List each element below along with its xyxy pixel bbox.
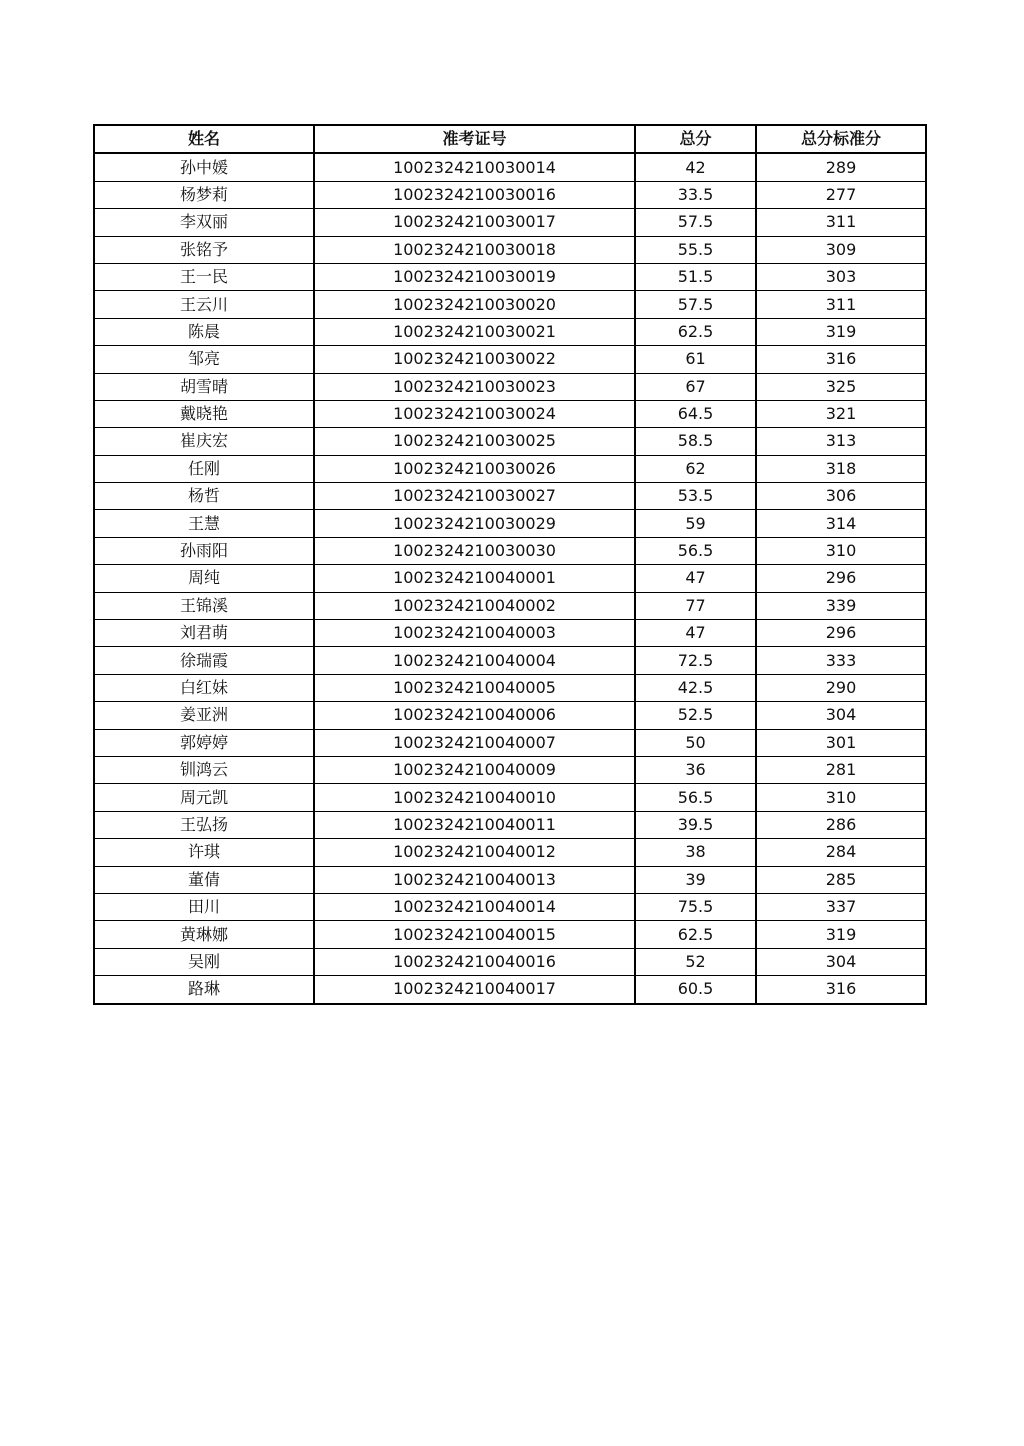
cell-total-score: 39.5 [635,811,756,838]
cell-exam-id: 1002324210030024 [314,400,635,427]
cell-total-score: 72.5 [635,647,756,674]
cell-total-score: 56.5 [635,537,756,564]
table-row [94,756,926,783]
cell-total-score: 36 [635,756,756,783]
cell-name: 王锦溪 [94,592,314,619]
table-row [94,921,926,948]
cell-standard-score: 311 [756,209,926,236]
cell-total-score: 57.5 [635,291,756,318]
cell-name: 邹亮 [94,346,314,373]
cell-exam-id: 1002324210040001 [314,565,635,592]
table-row [94,318,926,345]
cell-name: 田川 [94,893,314,920]
cell-name: 黄琳娜 [94,921,314,948]
cell-standard-score: 321 [756,400,926,427]
cell-exam-id: 1002324210030018 [314,236,635,263]
cell-name: 许琪 [94,839,314,866]
header-total-score: 总分 [635,125,756,153]
cell-total-score: 61 [635,346,756,373]
cell-total-score: 62.5 [635,318,756,345]
cell-total-score: 38 [635,839,756,866]
cell-name: 杨哲 [94,483,314,510]
cell-exam-id: 1002324210040003 [314,620,635,647]
cell-exam-id: 1002324210030021 [314,318,635,345]
cell-standard-score: 301 [756,729,926,756]
cell-total-score: 53.5 [635,483,756,510]
cell-total-score: 58.5 [635,428,756,455]
cell-standard-score: 316 [756,346,926,373]
cell-standard-score: 314 [756,510,926,537]
cell-exam-id: 1002324210040004 [314,647,635,674]
cell-standard-score: 285 [756,866,926,893]
cell-name: 李双丽 [94,209,314,236]
table-row [94,400,926,427]
cell-standard-score: 310 [756,784,926,811]
cell-total-score: 77 [635,592,756,619]
cell-name: 胡雪晴 [94,373,314,400]
table-row [94,153,926,181]
cell-total-score: 59 [635,510,756,537]
cell-standard-score: 319 [756,921,926,948]
table-row [94,866,926,893]
table-row [94,702,926,729]
cell-standard-score: 303 [756,263,926,290]
cell-exam-id: 1002324210030025 [314,428,635,455]
cell-total-score: 39 [635,866,756,893]
cell-exam-id: 1002324210040007 [314,729,635,756]
cell-total-score: 55.5 [635,236,756,263]
cell-name: 路琳 [94,976,314,1004]
cell-standard-score: 319 [756,318,926,345]
cell-standard-score: 277 [756,181,926,208]
cell-exam-id: 1002324210040011 [314,811,635,838]
cell-name: 周元凯 [94,784,314,811]
cell-exam-id: 1002324210030019 [314,263,635,290]
cell-exam-id: 1002324210040010 [314,784,635,811]
cell-total-score: 51.5 [635,263,756,290]
cell-standard-score: 306 [756,483,926,510]
table-row [94,674,926,701]
table-row [94,647,926,674]
cell-total-score: 75.5 [635,893,756,920]
header-standard-score: 总分标准分 [756,125,926,153]
cell-total-score: 42.5 [635,674,756,701]
table-row [94,236,926,263]
cell-name: 崔庆宏 [94,428,314,455]
table-row [94,893,926,920]
cell-name: 任刚 [94,455,314,482]
cell-name: 陈晨 [94,318,314,345]
table-row [94,209,926,236]
table-row [94,346,926,373]
cell-standard-score: 311 [756,291,926,318]
cell-name: 王云川 [94,291,314,318]
table-row [94,565,926,592]
cell-exam-id: 1002324210030026 [314,455,635,482]
cell-standard-score: 325 [756,373,926,400]
cell-total-score: 62.5 [635,921,756,948]
table-row [94,537,926,564]
table-row [94,181,926,208]
cell-standard-score: 316 [756,976,926,1004]
table-row [94,373,926,400]
table-row [94,510,926,537]
cell-exam-id: 1002324210040002 [314,592,635,619]
cell-standard-score: 337 [756,893,926,920]
cell-standard-score: 304 [756,702,926,729]
cell-name: 钏鸿云 [94,756,314,783]
table-row [94,483,926,510]
cell-exam-id: 1002324210030029 [314,510,635,537]
cell-total-score: 57.5 [635,209,756,236]
table-row [94,620,926,647]
cell-total-score: 52 [635,948,756,975]
cell-name: 戴晓艳 [94,400,314,427]
cell-name: 徐瑞霞 [94,647,314,674]
cell-exam-id: 1002324210040012 [314,839,635,866]
cell-exam-id: 1002324210030022 [314,346,635,373]
table-row [94,291,926,318]
cell-total-score: 33.5 [635,181,756,208]
cell-exam-id: 1002324210040014 [314,893,635,920]
cell-name: 姜亚洲 [94,702,314,729]
cell-total-score: 50 [635,729,756,756]
table-row [94,729,926,756]
cell-name: 刘君萌 [94,620,314,647]
cell-standard-score: 339 [756,592,926,619]
cell-total-score: 47 [635,620,756,647]
cell-exam-id: 1002324210040016 [314,948,635,975]
cell-standard-score: 286 [756,811,926,838]
cell-total-score: 60.5 [635,976,756,1004]
table-row [94,784,926,811]
cell-name: 张铭予 [94,236,314,263]
cell-standard-score: 304 [756,948,926,975]
table-body [94,153,926,1003]
cell-standard-score: 313 [756,428,926,455]
cell-exam-id: 1002324210030014 [314,153,635,181]
cell-exam-id: 1002324210040006 [314,702,635,729]
cell-exam-id: 1002324210030020 [314,291,635,318]
cell-standard-score: 318 [756,455,926,482]
table-row [94,263,926,290]
cell-standard-score: 290 [756,674,926,701]
cell-exam-id: 1002324210030023 [314,373,635,400]
header-name: 姓名 [94,125,314,153]
table-row [94,811,926,838]
table-row [94,592,926,619]
table-header [94,125,926,153]
header-exam-id: 准考证号 [314,125,635,153]
cell-standard-score: 289 [756,153,926,181]
table-row [94,839,926,866]
cell-standard-score: 284 [756,839,926,866]
cell-total-score: 64.5 [635,400,756,427]
cell-name: 吴刚 [94,948,314,975]
cell-name: 杨梦莉 [94,181,314,208]
cell-name: 王一民 [94,263,314,290]
cell-name: 孙雨阳 [94,537,314,564]
cell-name: 郭婷婷 [94,729,314,756]
cell-total-score: 56.5 [635,784,756,811]
cell-name: 孙中媛 [94,153,314,181]
cell-name: 董倩 [94,866,314,893]
cell-standard-score: 296 [756,565,926,592]
cell-exam-id: 1002324210040009 [314,756,635,783]
score-table [93,124,927,1005]
cell-total-score: 67 [635,373,756,400]
cell-exam-id: 1002324210030030 [314,537,635,564]
cell-total-score: 52.5 [635,702,756,729]
cell-total-score: 62 [635,455,756,482]
cell-exam-id: 1002324210040015 [314,921,635,948]
header-row [94,125,926,153]
cell-exam-id: 1002324210040017 [314,976,635,1004]
cell-standard-score: 333 [756,647,926,674]
table-row [94,428,926,455]
cell-exam-id: 1002324210040005 [314,674,635,701]
cell-total-score: 42 [635,153,756,181]
cell-exam-id: 1002324210040013 [314,866,635,893]
cell-name: 周纯 [94,565,314,592]
cell-exam-id: 1002324210030017 [314,209,635,236]
cell-standard-score: 309 [756,236,926,263]
cell-name: 王弘扬 [94,811,314,838]
table-row [94,948,926,975]
cell-exam-id: 1002324210030027 [314,483,635,510]
cell-standard-score: 296 [756,620,926,647]
table-row [94,455,926,482]
cell-name: 白红妹 [94,674,314,701]
table-row [94,976,926,1004]
cell-exam-id: 1002324210030016 [314,181,635,208]
cell-standard-score: 281 [756,756,926,783]
cell-total-score: 47 [635,565,756,592]
cell-standard-score: 310 [756,537,926,564]
cell-name: 王慧 [94,510,314,537]
